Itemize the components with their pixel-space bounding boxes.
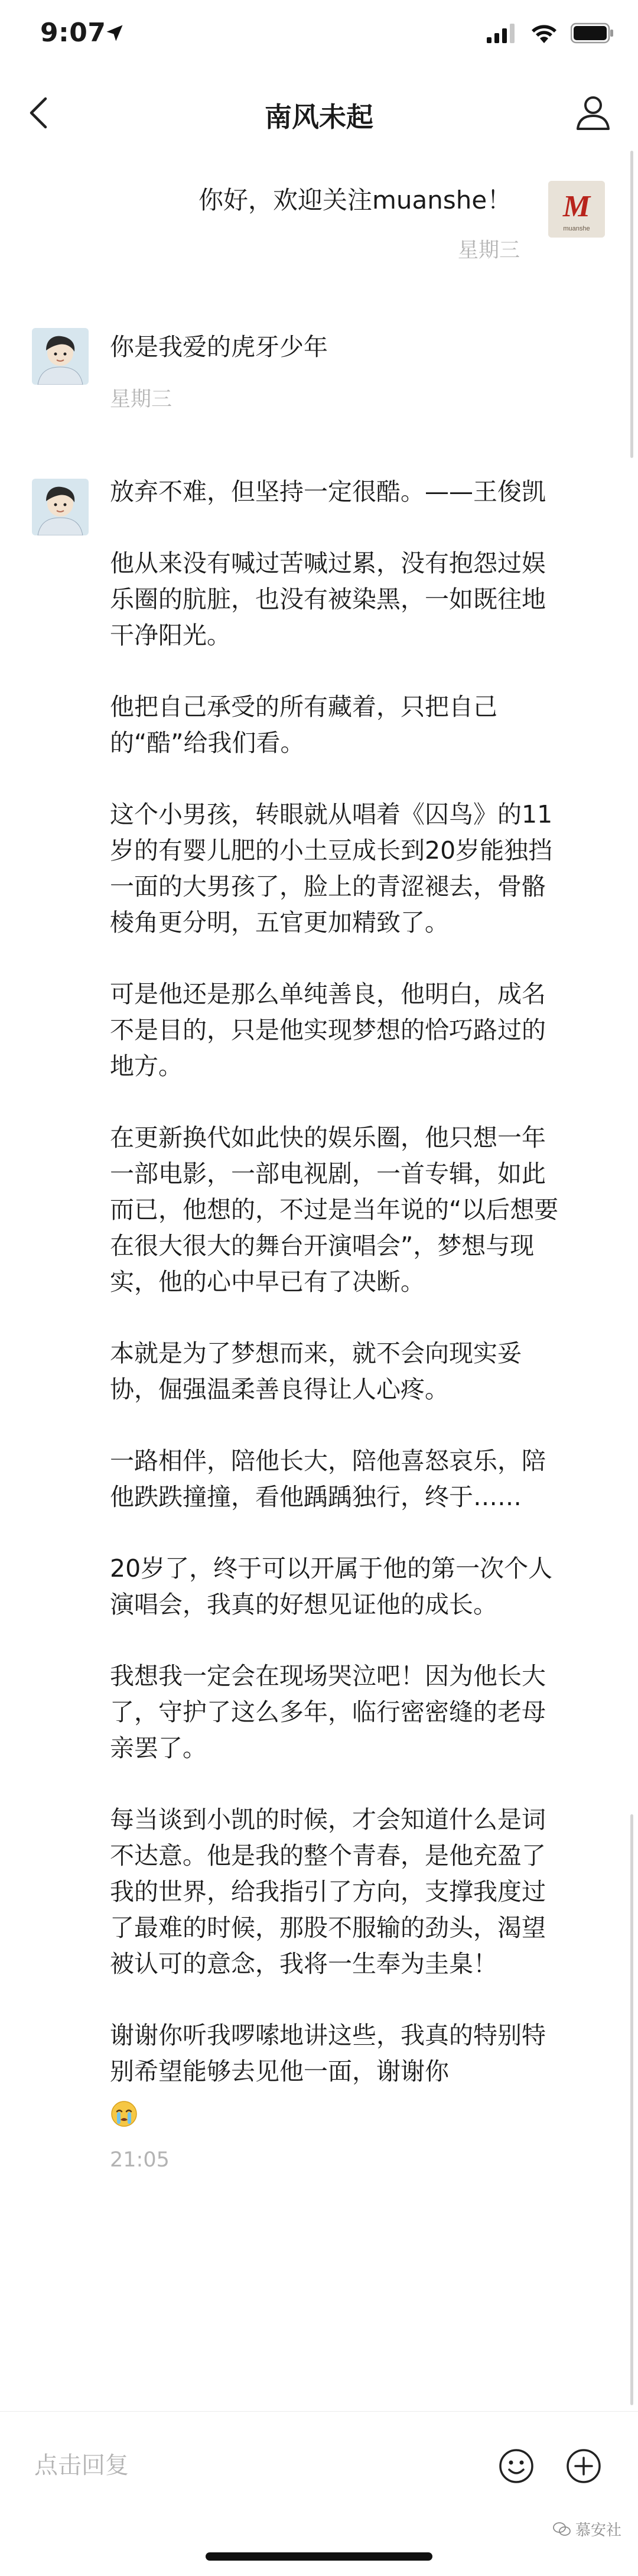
message-paragraph: 在更新换代如此快的娱乐圈，他只想一年一部电影，一部电视剧，一首专辑，如此而已，他想的，不过是当年说的“以后想要在很大很大的舞台开演唱会”，梦想与现实，他的心中早已有了决断。 bbox=[110, 1123, 559, 1296]
message-paragraph: 放弃不难，但坚持一定很酷。——王俊凯 bbox=[110, 477, 546, 506]
svg-text:M: M bbox=[562, 190, 591, 223]
chat-header bbox=[0, 78, 638, 148]
home-indicator[interactable] bbox=[206, 2552, 432, 2561]
page-title: 南风未起 bbox=[265, 101, 373, 133]
message-time: 21:05 bbox=[110, 2148, 170, 2172]
message-text: 你是我爱的虎牙少年 bbox=[110, 333, 328, 361]
more-options-button[interactable] bbox=[562, 2445, 605, 2487]
plus-circle-icon bbox=[562, 2445, 605, 2487]
emoji-row bbox=[110, 2093, 565, 2129]
message-time: 星期三 bbox=[458, 239, 520, 262]
wechat-icon bbox=[553, 2522, 571, 2537]
message-paragraph: 一路相伴，陪他长大，陪他喜怒哀乐，陪他跌跌撞撞，看他踽踽独行，终于…… bbox=[110, 1447, 546, 1511]
reply-input[interactable]: 点击回复 bbox=[34, 2452, 129, 2479]
cellular-signal-icon bbox=[487, 23, 517, 43]
person-icon bbox=[574, 93, 612, 131]
avatar[interactable] bbox=[32, 479, 89, 535]
muanshe-logo bbox=[548, 181, 605, 238]
battery-icon bbox=[571, 22, 614, 44]
reply-bar bbox=[0, 2411, 638, 2576]
status-time: 9:07 bbox=[40, 18, 106, 48]
profile-button[interactable] bbox=[572, 91, 614, 134]
message-paragraph: 这个小男孩，转眼就从唱着《囚鸟》的11岁的有婴儿肥的小土豆成长到20岁能独挡一面的大男孩了，脸上的青涩褪去，骨骼棱角更分明，五官更加精致了。 bbox=[110, 800, 553, 937]
message-paragraph: 本就是为了梦想而来，就不会向现实妥协，倔强温柔善良得让人心疼。 bbox=[110, 1339, 522, 1404]
user-avatar-image bbox=[32, 479, 89, 535]
avatar[interactable] bbox=[32, 328, 89, 385]
scrollbar-thumb[interactable] bbox=[630, 151, 633, 458]
message-paragraph: 每当谈到小凯的时候，才会知道什么是词不达意。他是我的整个青春，是他充盈了我的世界，给我指引了方向，支撑我度过了最难的时候，那股不服输的劲头，渴望被认可的意念，我将一生奉为圭臬！ bbox=[110, 1805, 546, 1978]
location-arrow-icon bbox=[104, 22, 125, 44]
message-paragraph: 20岁了，终于可以开属于他的第一次个人演唱会，我真的好想见证他的成长。 bbox=[110, 1554, 553, 1619]
wifi-icon bbox=[530, 23, 558, 43]
message-paragraph: 可是他还是那么单纯善良，他明白，成名不是目的，只是他实现梦想的恰巧路过的地方。 bbox=[110, 980, 546, 1080]
message-time: 星期三 bbox=[110, 388, 172, 411]
status-icons bbox=[487, 20, 614, 46]
message-paragraph: 我想我一定会在现场哭泣吧！因为他长大了，守护了这么多年，临行密密缝的老母亲罢了。 bbox=[110, 1662, 546, 1762]
message-paragraph: 谢谢你听我啰嗦地讲这些，我真的特别特别希望能够去见他一面，谢谢你 bbox=[110, 2021, 546, 2086]
message-text: 你好，欢迎关注muanshe！ bbox=[198, 186, 512, 215]
message-paragraph: 他从来没有喊过苦喊过累，没有抱怨过娱乐圈的肮脏，也没有被染黑，一如既往地干净阳光。 bbox=[110, 549, 546, 649]
message-text-long bbox=[110, 474, 565, 2178]
message-paragraph: 他把自己承受的所有藏着，只把自己的“酷”给我们看。 bbox=[110, 693, 497, 757]
smiley-face-icon bbox=[495, 2445, 538, 2487]
user-avatar-image bbox=[32, 328, 89, 385]
crying-face-emoji-icon bbox=[110, 2100, 138, 2128]
avatar[interactable] bbox=[548, 181, 605, 238]
status-bar bbox=[0, 0, 638, 78]
svg-text:muanshe: muanshe bbox=[563, 225, 590, 232]
scrollbar-thumb[interactable] bbox=[630, 1814, 633, 2405]
watermark bbox=[553, 2518, 621, 2540]
emoji-button[interactable] bbox=[495, 2445, 538, 2487]
watermark-text: 慕安社 bbox=[575, 2522, 621, 2539]
